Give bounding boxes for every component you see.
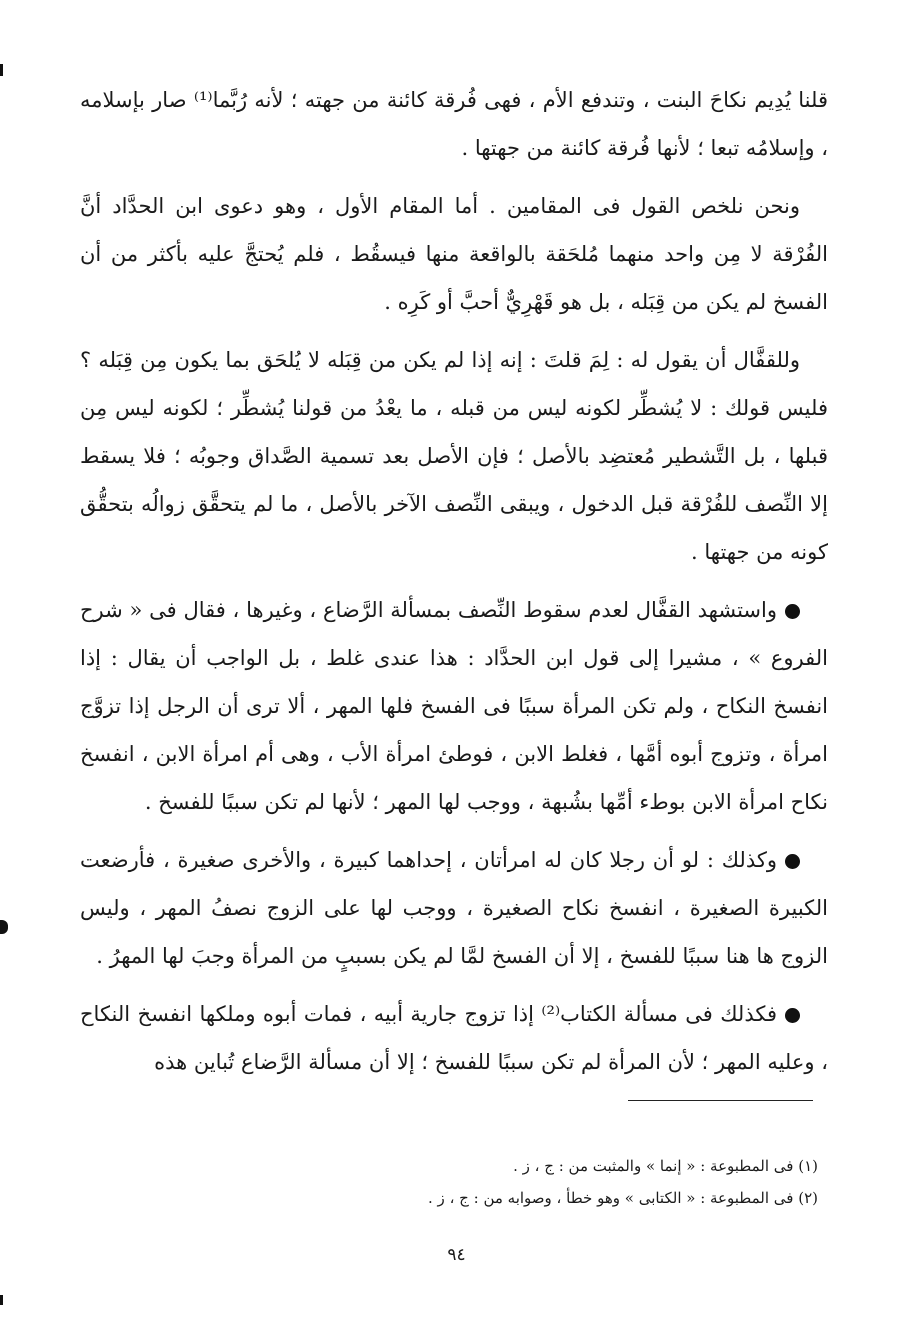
paragraph-text: وكذلك : لو أن رجلا كان له امرأتان ، إحداهما كبيرة ، والأخرى صغيرة ، فأرضعت الكبيرة الصغيرة ، انفسخ نكاح الصغيرة ، ووجب لها على الزوج نصفُ المهر ، وليس الزوج ها هنا سببًا للفسخ ، إلا أن الفسخ لمَّا لم يكن بسببٍ من المرأة وجبَ لها المهرُ . [80,848,828,968]
paragraph-text: قلنا يُدِيم نكاحَ البنت ، وتندفع الأم ، فهى فُرقة كائنة من جهته ؛ لأنه رُبَّما⁽¹⁾ صار بإسلامه ، وإسلامُه تبعا ؛ لأنها فُرقة كائنة من جهتها . [80,88,828,160]
paragraph-text: ونحن نلخص القول فى المقامين . أما المقام الأول ، وهو دعوى ابن الحدَّاد أنَّ الفُرْقة لا مِن واحد منهما مُلحَقة بالواقعة منها فيسقُط ، فلم يُحتجَّ عليه بأكثر من أن الفسخ لم يكن من قِبَله ، بل هو قَهْرِيٌّ أحبَّ أو كَرِه . [80,194,828,314]
paragraph-text: وللقفَّال أن يقول له : لِمَ قلتَ : إنه إذا لم يكن من قِبَله لا يُلحَق بما يكون مِن قِبَله ؟ فليس قولك : لا يُشطِّر لكونه ليس من قبله ، ما يعْدُ من قولنا يُشطِّر ؛ لكونه ليس مِن قبلها ، بل التَّشطير مُعتضِد بالأصل ؛ فإن الأصل بعد تسمية الصَّداق وجوبُه ؛ فلا يسقط إلا النِّصف للفُرْقة قبل الدخول ، ويبقى النِّصف الآخر بالأصل ، ما لم يتحقَّق زوالُه بتحقُّق كونه من جهتها . [80,348,828,564]
scan-edge-mark-top [0,64,3,76]
bullet-icon [785,854,800,869]
paragraph-1 [80,76,828,172]
paragraph-2 [80,182,828,326]
footnotes [360,1150,818,1214]
footnote-2: (٢) فى المطبوعة : « الكتابى » وهو خطأ ، وصوابه من : ج ، ز . [428,1189,818,1207]
paragraph-6 [80,990,828,1086]
paragraph-text: واستشهد القفَّال لعدم سقوط النِّصف بمسألة الرَّضاع ، وغيرها ، فقال فى « شرح الفروع » ، مشيرا إلى قول ابن الحدَّاد : هذا عندى غلط ، بل الواجب أن يقال : إذا انفسخ النكاح ، ولم تكن المرأة سببًا فى الفسخ فلها المهر ، ألا ترى أن الرجل إذا تزوَّج امرأة ، وتزوج أبوه أمَّها ، فغلط الابن ، فوطئ امرأة الأب ، وهى أم امرأة الابن ، انفسخ نكاح امرأة الابن بوطء أمِّها بشُبهة ، ووجب لها المهر ؛ لأنها لم تكن سببًا للفسخ . [80,598,828,814]
paragraph-4 [80,586,828,826]
footnote-1: (١) فى المطبوعة : « إنما » والمثبت من : ج ، ز . [513,1157,818,1175]
scan-edge-mark-bottom [0,1295,3,1305]
page-number: ٩٤ [447,1245,466,1265]
main-text [80,76,828,1096]
bullet-icon [785,1008,800,1023]
paragraph-text: فكذلك فى مسألة الكتاب⁽²⁾ إذا تزوج جارية أبيه ، فمات أبوه وملكها انفسخ النكاح ، وعليه المهر ؛ لأن المرأة لم تكن سببًا للفسخ ؛ إلا أن مسألة الرَّضاع تُباين هذه [80,1002,828,1074]
footnote-divider [628,1100,813,1101]
bullet-icon [785,604,800,619]
paragraph-3 [80,336,828,576]
scan-edge-mark-middle [0,920,8,934]
paragraph-5 [80,836,828,980]
